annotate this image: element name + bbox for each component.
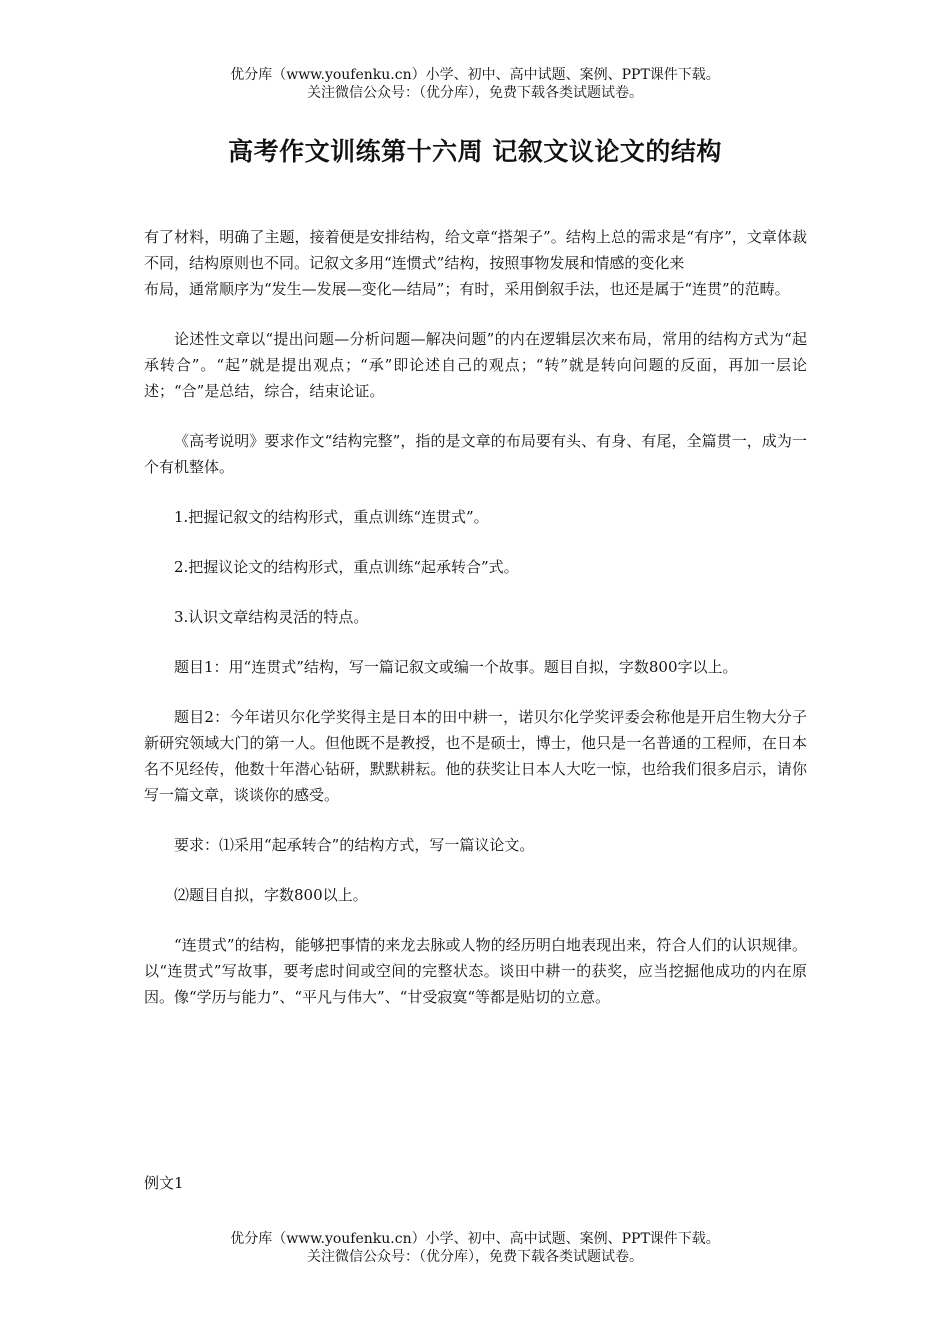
page-footer bbox=[0, 1230, 950, 1266]
intro-paragraph-part-1: 有了材料，明确了主题，接着便是安排结构，给文章“搭架子”。结构上总的需求是“有序”，文章体裁不同，结构原则也不同。记叙文多用“连惯式”结构，按照事物发展和情感的变化来 bbox=[144, 228, 807, 272]
footer-line-1: 优分库（www.youfenku.cn）小学、初中、高中试题、案例、PPT课件下载。 bbox=[230, 1231, 720, 1247]
document-body bbox=[144, 224, 807, 1192]
header-line-2: 关注微信公众号：（优分库），免费下载各类试题试卷。 bbox=[307, 85, 643, 101]
argument-structure-paragraph: 论述性文章以“提出问题—分析问题—解决问题”的内在逻辑层次来布局，常用的结构方式为“起承转合”。“起”就是提出观点；“承”即论述自己的观点；“转”就是转向问题的反面，再加一层论述；“合”是总结，综合，结束论证。 bbox=[144, 330, 807, 400]
example-label: 例文1 bbox=[144, 1174, 184, 1192]
training-item-3: 3.认识文章结构灵活的特点。 bbox=[174, 608, 369, 626]
training-item-2: 2.把握议论文的结构形式，重点训练“起承转合”式。 bbox=[174, 558, 519, 576]
analysis-paragraph: “连贯式”的结构，能够把事情的来龙去脉或人物的经历明白地表现出来，符合人们的认识规律。以“连贯式”写故事，要考虑时间或空间的完整状态。谈田中耕一的获奖，应当挖掘他成功的内在原因。像“学历与能力”、“平凡与伟大”、“甘受寂寞“等都是贴切的立意。 bbox=[144, 936, 807, 1006]
requirement-1: 要求：⑴采用“起承转合”的结构方式，写一篇议论文。 bbox=[174, 836, 535, 854]
topic-1: 题目1：用“连贯式”结构，写一篇记叙文或编一个故事。题目自拟，字数800字以上。 bbox=[174, 658, 738, 676]
footer-line-2: 关注微信公众号：（优分库），免费下载各类试题试卷。 bbox=[307, 1249, 643, 1265]
training-item-1: 1.把握记叙文的结构形式，重点训练“连贯式”。 bbox=[174, 508, 489, 526]
exam-requirement-paragraph: 《高考说明》要求作文“结构完整”，指的是文章的布局要有头、有身、有尾，全篇贯一，成为一个有机整体。 bbox=[144, 432, 807, 476]
intro-paragraph-part-2: 布局，通常顺序为“发生—发展—变化—结局”；有时，采用倒叙手法，也还是属于“连贯”的范畴。 bbox=[144, 280, 790, 298]
header-line-1: 优分库（www.youfenku.cn）小学、初中、高中试题、案例、PPT课件下载。 bbox=[230, 67, 720, 83]
page-title: 高考作文训练第十六周 记叙文议论文的结构 bbox=[228, 137, 722, 166]
topic-2: 题目2：今年诺贝尔化学奖得主是日本的田中耕一，诺贝尔化学奖评委会称他是开启生物大分子新研究领域大门的第一人。但他既不是教授，也不是硕士，博士，他只是一名普通的工程师，在日本名不见经传，他数十年潜心钻研，默默耕耘。他的获奖让日本人大吃一惊，也给我们很多启示，请你写一篇文章，谈谈你的感受。 bbox=[144, 708, 807, 804]
page-header bbox=[0, 66, 950, 102]
requirement-2: ⑵题目自拟，字数800以上。 bbox=[174, 886, 368, 904]
